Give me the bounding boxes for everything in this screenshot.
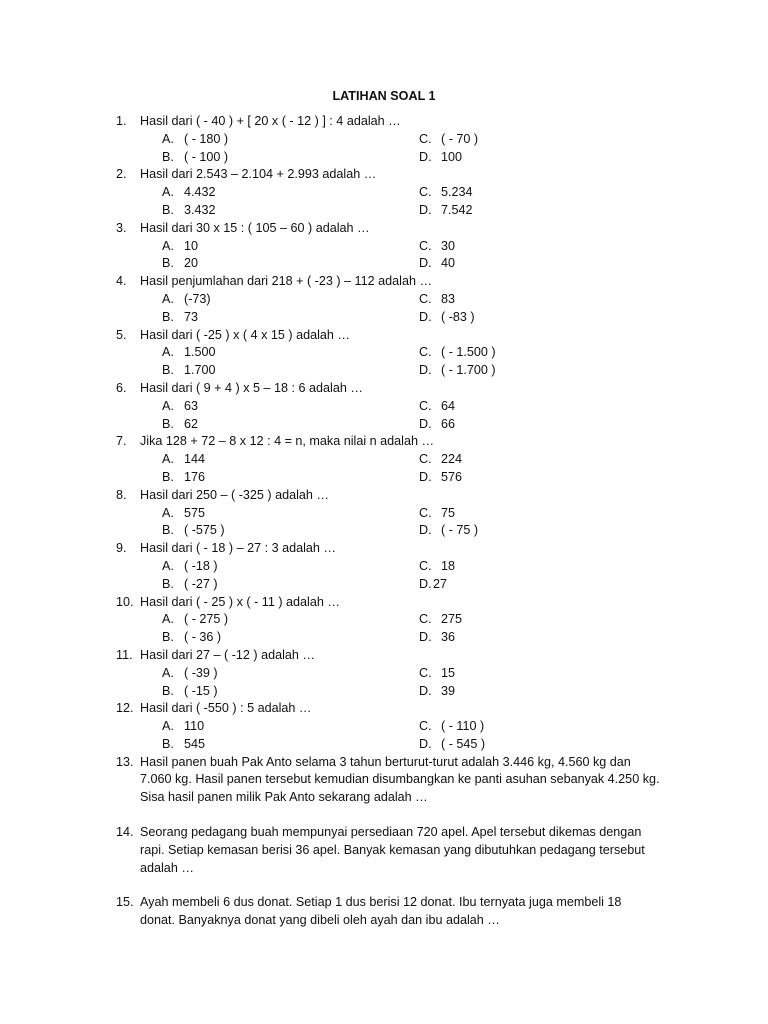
question-number: 4. [116, 274, 127, 289]
question-item [0, 380, 768, 433]
option-letter: C. [419, 719, 432, 734]
option-value: 1.700 [184, 363, 216, 378]
option-value: ( - 545 ) [441, 736, 486, 751]
option-value: 100 [441, 149, 463, 164]
option-value: ( -39 ) [184, 665, 218, 680]
option-letter: D. [419, 309, 432, 324]
option-value: 176 [184, 469, 206, 484]
option-letter: C. [419, 558, 432, 573]
essay-text: Seorang pedagang buah mempunyai persediaan 720 apel. Apel tersebut dikemas dengan [140, 825, 642, 840]
option-letter: B. [162, 523, 174, 538]
essay-line [0, 789, 768, 807]
option-value: 83 [441, 291, 456, 306]
option-letter: A. [162, 665, 174, 680]
option-value: (-73) [184, 291, 211, 306]
option-letter: B. [162, 149, 174, 164]
option-letter: D. [419, 363, 432, 378]
option-value: ( - 180 ) [184, 131, 229, 146]
question-item [0, 166, 768, 219]
option-letter: D. [419, 523, 432, 538]
option-value: 62 [184, 416, 199, 431]
page-title: LATIHAN SOAL 1 [332, 89, 436, 103]
option-letter: A. [162, 238, 174, 253]
options-row [0, 184, 768, 202]
question-number: 6. [116, 380, 127, 395]
question-number: 3. [116, 220, 127, 235]
question-item [0, 220, 768, 273]
question-item [0, 594, 768, 647]
option-value: ( -575 ) [184, 523, 225, 538]
question-text: Hasil dari 250 – ( -325 ) adalah … [140, 487, 330, 502]
option-letter: C. [419, 131, 432, 146]
option-letter: B. [162, 309, 174, 324]
option-letter: C. [419, 452, 432, 467]
question-number: 8. [116, 487, 127, 502]
option-value: 4.432 [184, 185, 216, 200]
question-text: Hasil dari ( - 18 ) – 27 : 3 adalah … [140, 541, 336, 556]
option-value: 40 [441, 256, 456, 271]
option-letter: D. [419, 256, 432, 271]
option-letter: B. [162, 202, 174, 217]
option-letter: B. [162, 416, 174, 431]
option-value: 30 [441, 238, 456, 253]
question-item [0, 540, 768, 593]
option-letter: D. [419, 416, 432, 431]
option-value: 15 [441, 665, 456, 680]
spacer [0, 877, 768, 894]
options-row [0, 522, 768, 540]
question-row [0, 487, 768, 505]
question-text: Hasil dari 2.543 – 2.104 + 2.993 adalah … [140, 167, 377, 182]
options-row [0, 238, 768, 256]
option-value: 144 [184, 452, 206, 467]
question-text: Hasil dari ( -550 ) : 5 adalah … [140, 701, 312, 716]
question-item [0, 273, 768, 326]
question-item [0, 327, 768, 380]
options-row [0, 665, 768, 683]
option-letter: A. [162, 345, 174, 360]
options-row [0, 683, 768, 701]
question-row [0, 220, 768, 238]
option-value: ( - 70 ) [441, 131, 479, 146]
question-item [0, 433, 768, 486]
question-item [0, 113, 768, 166]
option-value: ( -18 ) [184, 558, 218, 573]
option-value: 5.234 [441, 185, 473, 200]
essay-text: donat. Banyaknya donat yang dibeli oleh ayah dan ibu adalah … [140, 913, 500, 928]
option-letter: B. [162, 630, 174, 645]
option-letter: B. [162, 363, 174, 378]
option-letter: B. [162, 576, 174, 591]
option-letter: A. [162, 398, 174, 413]
option-value: 39 [441, 683, 456, 698]
options-row [0, 718, 768, 736]
question-row [0, 380, 768, 398]
question-row [0, 540, 768, 558]
option-value: 63 [184, 398, 199, 413]
question-number: 9. [116, 541, 127, 556]
option-value: 75 [441, 505, 456, 520]
question-number: 1. [116, 114, 127, 128]
question-text: Hasil dari 27 – ( -12 ) adalah … [140, 647, 315, 662]
essay-line [0, 842, 768, 860]
essay-question [0, 754, 768, 807]
option-letter: C. [419, 505, 432, 520]
option-letter: A. [162, 505, 174, 520]
option-letter: D. [419, 736, 432, 751]
option-letter: C. [419, 398, 432, 413]
options-row [0, 611, 768, 629]
question-number: 2. [116, 167, 127, 182]
option-letter: A. [162, 558, 174, 573]
option-value: ( - 275 ) [184, 612, 229, 627]
option-letter: C. [419, 291, 432, 306]
essay-text: Ayah membeli 6 dus donat. Setiap 1 dus berisi 12 donat. Ibu ternyata juga membeli 18 [140, 895, 622, 910]
option-letter: B. [162, 256, 174, 271]
option-value: ( -83 ) [441, 309, 475, 324]
essay-line [0, 824, 768, 842]
question-row [0, 113, 768, 131]
option-letter: C. [419, 612, 432, 627]
option-letter: B. [162, 683, 174, 698]
question-number: 11. [116, 647, 133, 662]
options-row [0, 344, 768, 362]
question-number: 10. [116, 594, 134, 609]
option-value: 7.542 [441, 202, 473, 217]
option-value: 73 [184, 309, 199, 324]
option-letter: C. [419, 238, 432, 253]
option-value: 64 [441, 398, 456, 413]
question-item [0, 487, 768, 540]
option-letter: A. [162, 612, 174, 627]
essay-line [0, 771, 768, 789]
spacer [0, 807, 768, 824]
question-list [0, 113, 768, 930]
option-value: 20 [184, 256, 199, 271]
option-letter: D. [419, 630, 432, 645]
option-value: 27 [433, 576, 448, 591]
option-value: 66 [441, 416, 456, 431]
question-number: 7. [116, 434, 127, 449]
question-row [0, 647, 768, 665]
essay-text: Hasil panen buah Pak Anto selama 3 tahun berturut-turut adalah 3.446 kg, 4.560 kg dan [140, 754, 631, 769]
option-value: ( - 1.700 ) [441, 363, 496, 378]
option-letter: D. [419, 469, 432, 484]
option-letter: D. [419, 576, 432, 591]
options-row [0, 629, 768, 647]
options-row [0, 291, 768, 309]
option-value: 36 [441, 630, 456, 645]
option-letter: A. [162, 131, 174, 146]
option-letter: B. [162, 736, 174, 751]
option-value: ( - 100 ) [184, 149, 229, 164]
options-row [0, 362, 768, 380]
option-letter: D. [419, 202, 432, 217]
question-number: 14. [116, 825, 134, 840]
essay-line [0, 894, 768, 912]
option-letter: A. [162, 719, 174, 734]
question-text: Hasil dari ( - 40 ) + [ 20 x ( - 12 ) ] : 4 adalah … [140, 114, 401, 128]
option-letter: B. [162, 469, 174, 484]
question-row [0, 166, 768, 184]
options-row [0, 576, 768, 594]
option-value: 224 [441, 452, 463, 467]
question-number: 12. [116, 701, 134, 716]
options-row [0, 416, 768, 434]
option-value: ( - 36 ) [184, 630, 222, 645]
question-text: Hasil dari ( - 25 ) x ( - 11 ) adalah … [140, 594, 340, 609]
options-row [0, 736, 768, 754]
question-row [0, 327, 768, 345]
question-number: 13. [116, 754, 134, 769]
essay-text: rapi. Setiap kemasan berisi 36 apel. Banyak kemasan yang dibutuhkan pedagang tersebut [140, 842, 645, 857]
question-text: Jika 128 + 72 – 8 x 12 : 4 = n, maka nilai n adalah … [140, 434, 435, 449]
option-letter: A. [162, 291, 174, 306]
option-letter: A. [162, 185, 174, 200]
options-row [0, 309, 768, 327]
option-value: 3.432 [184, 202, 216, 217]
option-letter: D. [419, 683, 432, 698]
option-value: ( -15 ) [184, 683, 218, 698]
option-letter: C. [419, 345, 432, 360]
question-item [0, 700, 768, 753]
options-row [0, 451, 768, 469]
question-text: Hasil dari ( -25 ) x ( 4 x 15 ) adalah … [140, 327, 350, 342]
essay-text: Sisa hasil panen milik Pak Anto sekarang adalah … [140, 790, 428, 805]
options-row [0, 131, 768, 149]
essay-question [0, 824, 768, 877]
question-text: Hasil dari ( 9 + 4 ) x 5 – 18 : 6 adalah … [140, 380, 363, 395]
question-text: Hasil dari 30 x 15 : ( 105 – 60 ) adalah … [140, 220, 370, 235]
option-value: 1.500 [184, 345, 216, 360]
essay-text: 7.060 kg. Hasil panen tersebut kemudian disumbangkan ke panti asuhan sebanyak 4.250 kg. [140, 772, 660, 787]
options-row [0, 558, 768, 576]
option-value: 18 [441, 558, 456, 573]
option-value: 575 [184, 505, 206, 520]
option-letter: C. [419, 665, 432, 680]
essay-line [0, 860, 768, 878]
option-letter: C. [419, 185, 432, 200]
options-row [0, 469, 768, 487]
question-row [0, 273, 768, 291]
option-value: ( - 110 ) [441, 719, 485, 734]
option-value: 576 [441, 469, 463, 484]
option-letter: A. [162, 452, 174, 467]
essay-line [0, 912, 768, 930]
question-text: Hasil penjumlahan dari 218 + ( -23 ) – 112 adalah … [140, 274, 433, 289]
question-number: 5. [116, 327, 127, 342]
essay-question [0, 894, 768, 930]
essay-text: adalah … [140, 860, 194, 875]
question-number: 15. [116, 895, 134, 910]
options-row [0, 149, 768, 167]
question-row [0, 700, 768, 718]
option-value: 110 [184, 719, 205, 734]
essay-line [0, 754, 768, 772]
option-value: 545 [184, 736, 206, 751]
option-value: ( - 75 ) [441, 523, 479, 538]
option-value: ( -27 ) [184, 576, 218, 591]
question-item [0, 647, 768, 700]
option-value: 275 [441, 612, 463, 627]
option-value: ( - 1.500 ) [441, 345, 496, 360]
options-row [0, 255, 768, 273]
question-row [0, 433, 768, 451]
options-row [0, 398, 768, 416]
question-row [0, 594, 768, 612]
option-value: 10 [184, 238, 199, 253]
options-row [0, 202, 768, 220]
options-row [0, 505, 768, 523]
option-letter: D. [419, 149, 432, 164]
